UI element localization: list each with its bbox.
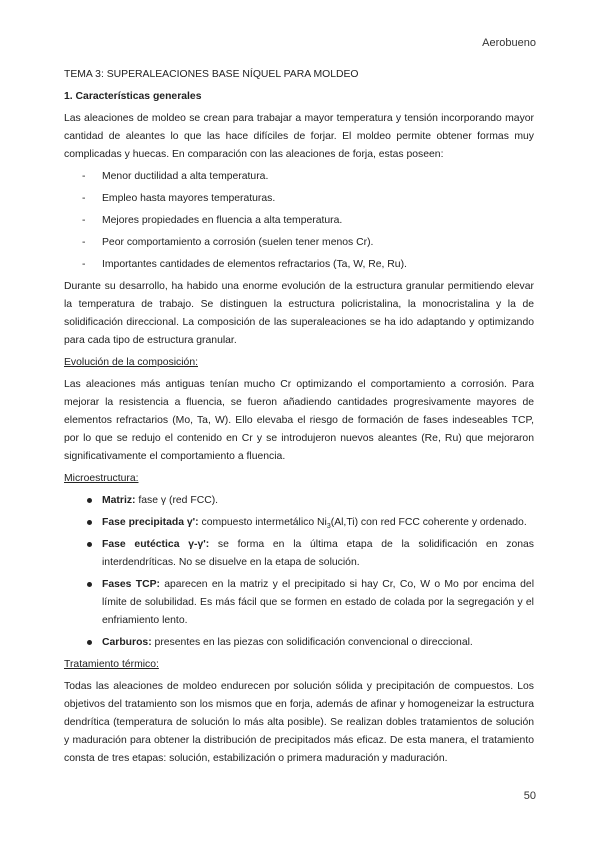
development-paragraph: Durante su desarrollo, ha habido una enorme evolución de la estructura granular permitiendo elevar la temperatura de trabajo. Se distinguen la estructura policristalina, la monocristalina y la de solidificación direccional. La composición de las superaleaciones se ha ido adaptando y optimizando para cada tipo de estructura granular. [64,281,534,346]
dash-marker: - [82,193,86,204]
list-item: Fases TCP: aparecen en la matriz y el precipitado si hay Cr, Co, W o Mo por encima del límite de solubilidad. Es más fácil que se formen en estado de colada por la segregación y el enfriamiento lento. [64,576,534,630]
page-number: 50 [523,790,536,802]
list-item: - Peor comportamiento a corrosión (suelen tener menos Cr). [64,234,534,252]
dash-marker: - [82,215,86,226]
dash-marker: - [82,237,86,248]
page-content [64,66,534,772]
microstructure-heading: Microestructura: [64,473,139,484]
composition-heading: Evolución de la composición: [64,357,198,368]
list-item: - Mejores propiedades en fluencia a alta temperatura. [64,212,534,230]
dash-marker: - [82,259,86,270]
list-item: - Importantes cantidades de elementos refractarios (Ta, W, Re, Ru). [64,256,534,274]
list-item: Carburos: presentes en las piezas con solidificación convencional o direccional. [64,634,534,652]
list-item: Fase precipitada γ': compuesto intermetálico $Ni_3(Al,Ti)$ con red FCC coherente y ordenado. [64,514,534,532]
composition-paragraph: Las aleaciones más antiguas tenían mucho Cr optimizando el comportamiento a corrosión. Para mejorar la resistencia a fluencia, se fueron añadiendo cantidades progresivamente mayores de elementos refractarios (Mo, Ta, W). Ello elevaba el riesgo de formación de fases indeseables TCP, por lo que se redujo el contenido en Cr y se introdujeron nuevos aleantes (Re, Ru) que mejoraron significativamente el comportamiento a fluencia. [64,379,534,462]
dash-marker: - [82,171,86,182]
bullet-icon [87,542,92,547]
bullet-icon [87,498,92,503]
bullet-icon [87,520,92,525]
properties-list [64,168,534,274]
bullet-icon [87,582,92,587]
intro-paragraph: Las aleaciones de moldeo se crean para trabajar a mayor temperatura y tensión incorporando mayor cantidad de aleantes lo que las hace difíciles de forjar. El moldeo permite obtener formas muy complicadas y huecas. En comparación con las aleaciones de forja, estas poseen: [64,113,534,160]
document-header-brand: Aerobueno [482,37,536,49]
heat-treatment-paragraph: Todas las aleaciones de moldeo endurecen por solución sólida y precipitación de compuestos. Los objetivos del tratamiento son los mismos que en forja, además de afinar y homogeneizar la estructura dendrítica (temperatura de solución lo más alta posible). Se realizan dobles tratamientos de solución y maduración para obtener la distribución de precipitados más eficaz. De esta manera, el tratamiento consta de tres etapas: solución, estabilización o primera maduración y maduración. [64,681,534,764]
bullet-icon [87,640,92,645]
list-item: Fase eutéctica γ-γ': se forma en la última etapa de la solidificación en zonas interdendríticas. No se disuelve en la etapa de solución. [64,536,534,572]
list-item: Matriz: fase γ (red FCC). [64,492,534,510]
list-item: - Menor ductilidad a alta temperatura. [64,168,534,186]
microstructure-list [64,492,534,652]
section-heading: 1. Características generales [64,91,202,102]
heat-treatment-heading: Tratamiento térmico: [64,659,159,670]
list-item: - Empleo hasta mayores temperaturas. [64,190,534,208]
page-title: TEMA 3: SUPERALEACIONES BASE NÍQUEL PARA MOLDEO [64,69,359,80]
